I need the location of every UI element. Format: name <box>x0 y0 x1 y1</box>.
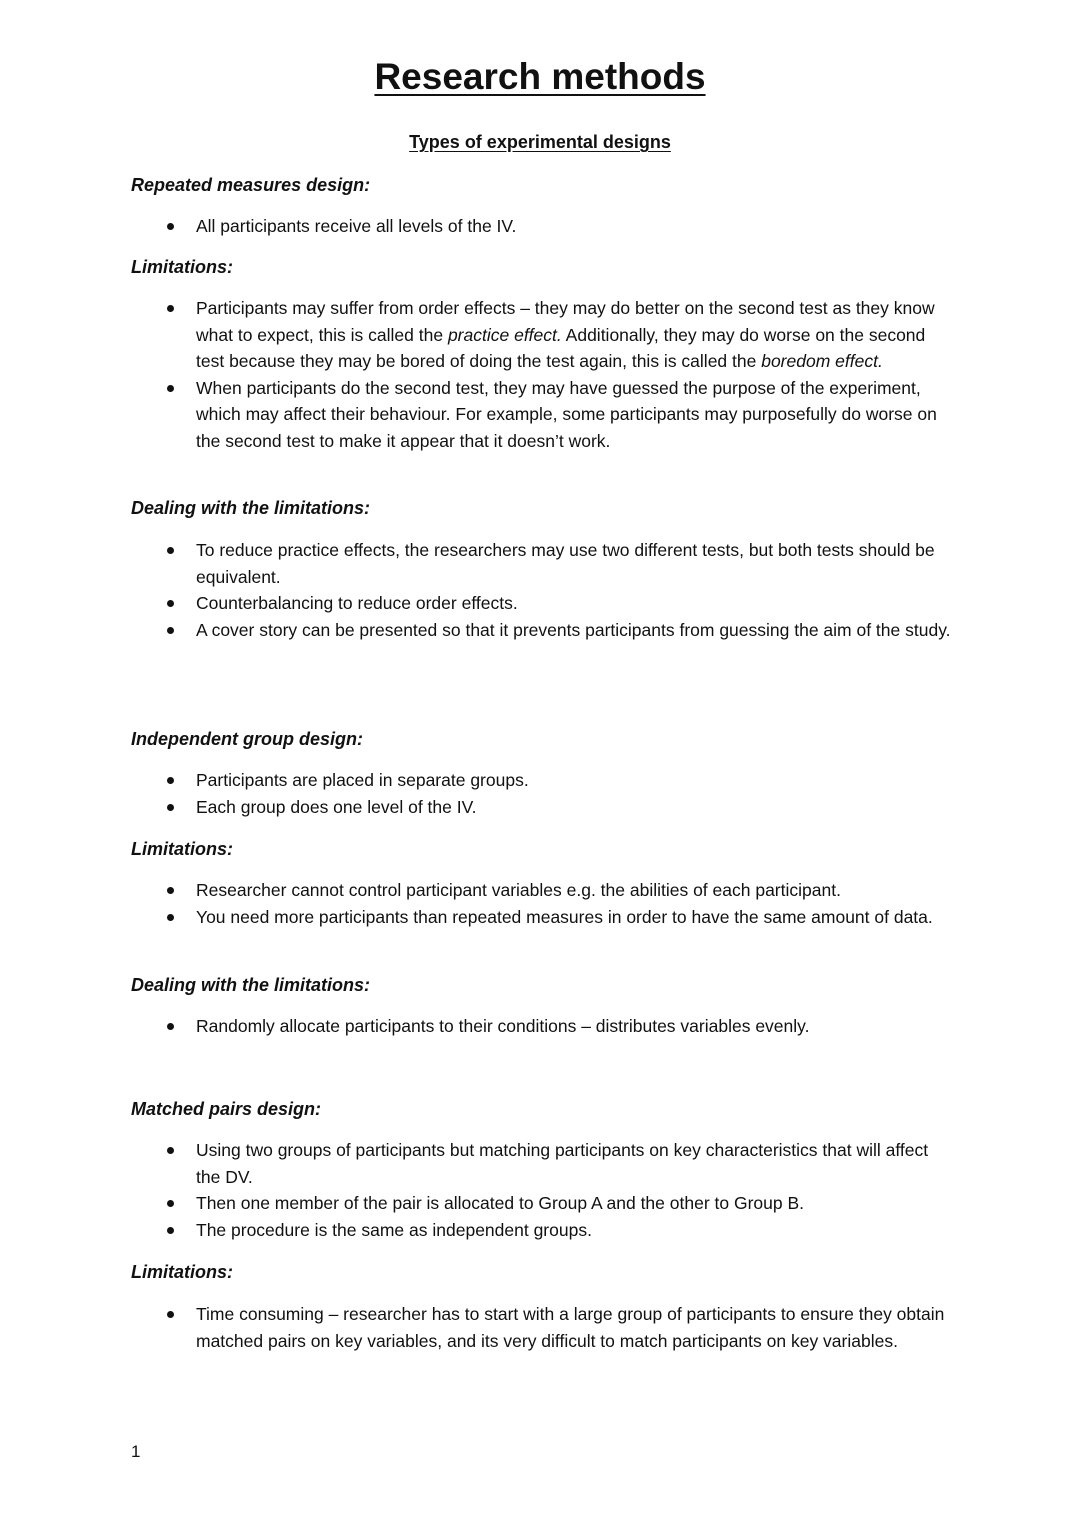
list-item <box>196 295 956 375</box>
independent-group-heading: Independent group design: <box>131 729 363 749</box>
list-item: Each group does one level of the IV. <box>196 794 956 821</box>
list-item: Researcher cannot control participant variables e.g. the abilities of each participant. <box>196 877 956 904</box>
list-item: To reduce practice effects, the researchers may use two different tests, but both tests should be equivalent. <box>196 537 956 590</box>
matched-limitations-heading: Limitations: <box>131 1262 233 1282</box>
page-title: Research methods <box>374 56 706 97</box>
list-item: Then one member of the pair is allocated to Group A and the other to Group B. <box>196 1190 956 1217</box>
independent-group-points <box>196 767 956 820</box>
repeated-limitations-list <box>196 295 956 454</box>
page-subtitle: Types of experimental designs <box>409 132 671 152</box>
independent-limitations-heading: Limitations: <box>131 839 233 859</box>
list-item: Participants are placed in separate groups. <box>196 767 956 794</box>
list-item: A cover story can be presented so that it prevents participants from guessing the aim of the study. <box>196 617 956 644</box>
list-item: Counterbalancing to reduce order effects. <box>196 590 956 617</box>
text-run: Participants may suffer from order effects – they may do better on the second test as they know what to expect, this is called the <box>196 298 935 345</box>
repeated-measures-points <box>196 213 956 240</box>
matched-pairs-points <box>196 1137 956 1243</box>
list-item: All participants receive all levels of the IV. <box>196 213 956 240</box>
repeated-dealing-list <box>196 537 956 643</box>
term-boredom-effect: boredom effect. <box>761 351 883 371</box>
repeated-dealing-heading: Dealing with the limitations: <box>131 498 371 518</box>
list-item: Using two groups of participants but matching participants on key characteristics that will affect the DV. <box>196 1137 956 1190</box>
matched-pairs-heading: Matched pairs design: <box>131 1099 322 1119</box>
matched-limitations-list <box>196 1301 956 1354</box>
list-item: Randomly allocate participants to their conditions – distributes variables evenly. <box>196 1013 956 1040</box>
list-item: Time consuming – researcher has to start with a large group of participants to ensure they obtain matched pairs on key variables, and its very difficult to match participants on key variables. <box>196 1301 956 1354</box>
independent-limitations-list <box>196 877 956 930</box>
term-practice-effect: practice effect. <box>447 324 562 345</box>
list-item: When participants do the second test, they may have guessed the purpose of the experiment, which may affect their behaviour. For example, some participants may purposefully do worse on the second test to make it appear that it doesn’t work. <box>196 375 956 455</box>
list-item: The procedure is the same as independent groups. <box>196 1217 956 1244</box>
repeated-limitations-heading: Limitations: <box>131 257 233 277</box>
page-number: 1 <box>131 1442 141 1461</box>
independent-dealing-list <box>196 1013 956 1040</box>
list-item: You need more participants than repeated measures in order to have the same amount of data. <box>196 904 956 931</box>
text-run: Additionally, they may do worse on the second test because they may be bored of doing the test again, this is called the <box>196 324 926 371</box>
repeated-measures-heading: Repeated measures design: <box>131 175 371 195</box>
independent-dealing-heading: Dealing with the limitations: <box>131 975 371 995</box>
